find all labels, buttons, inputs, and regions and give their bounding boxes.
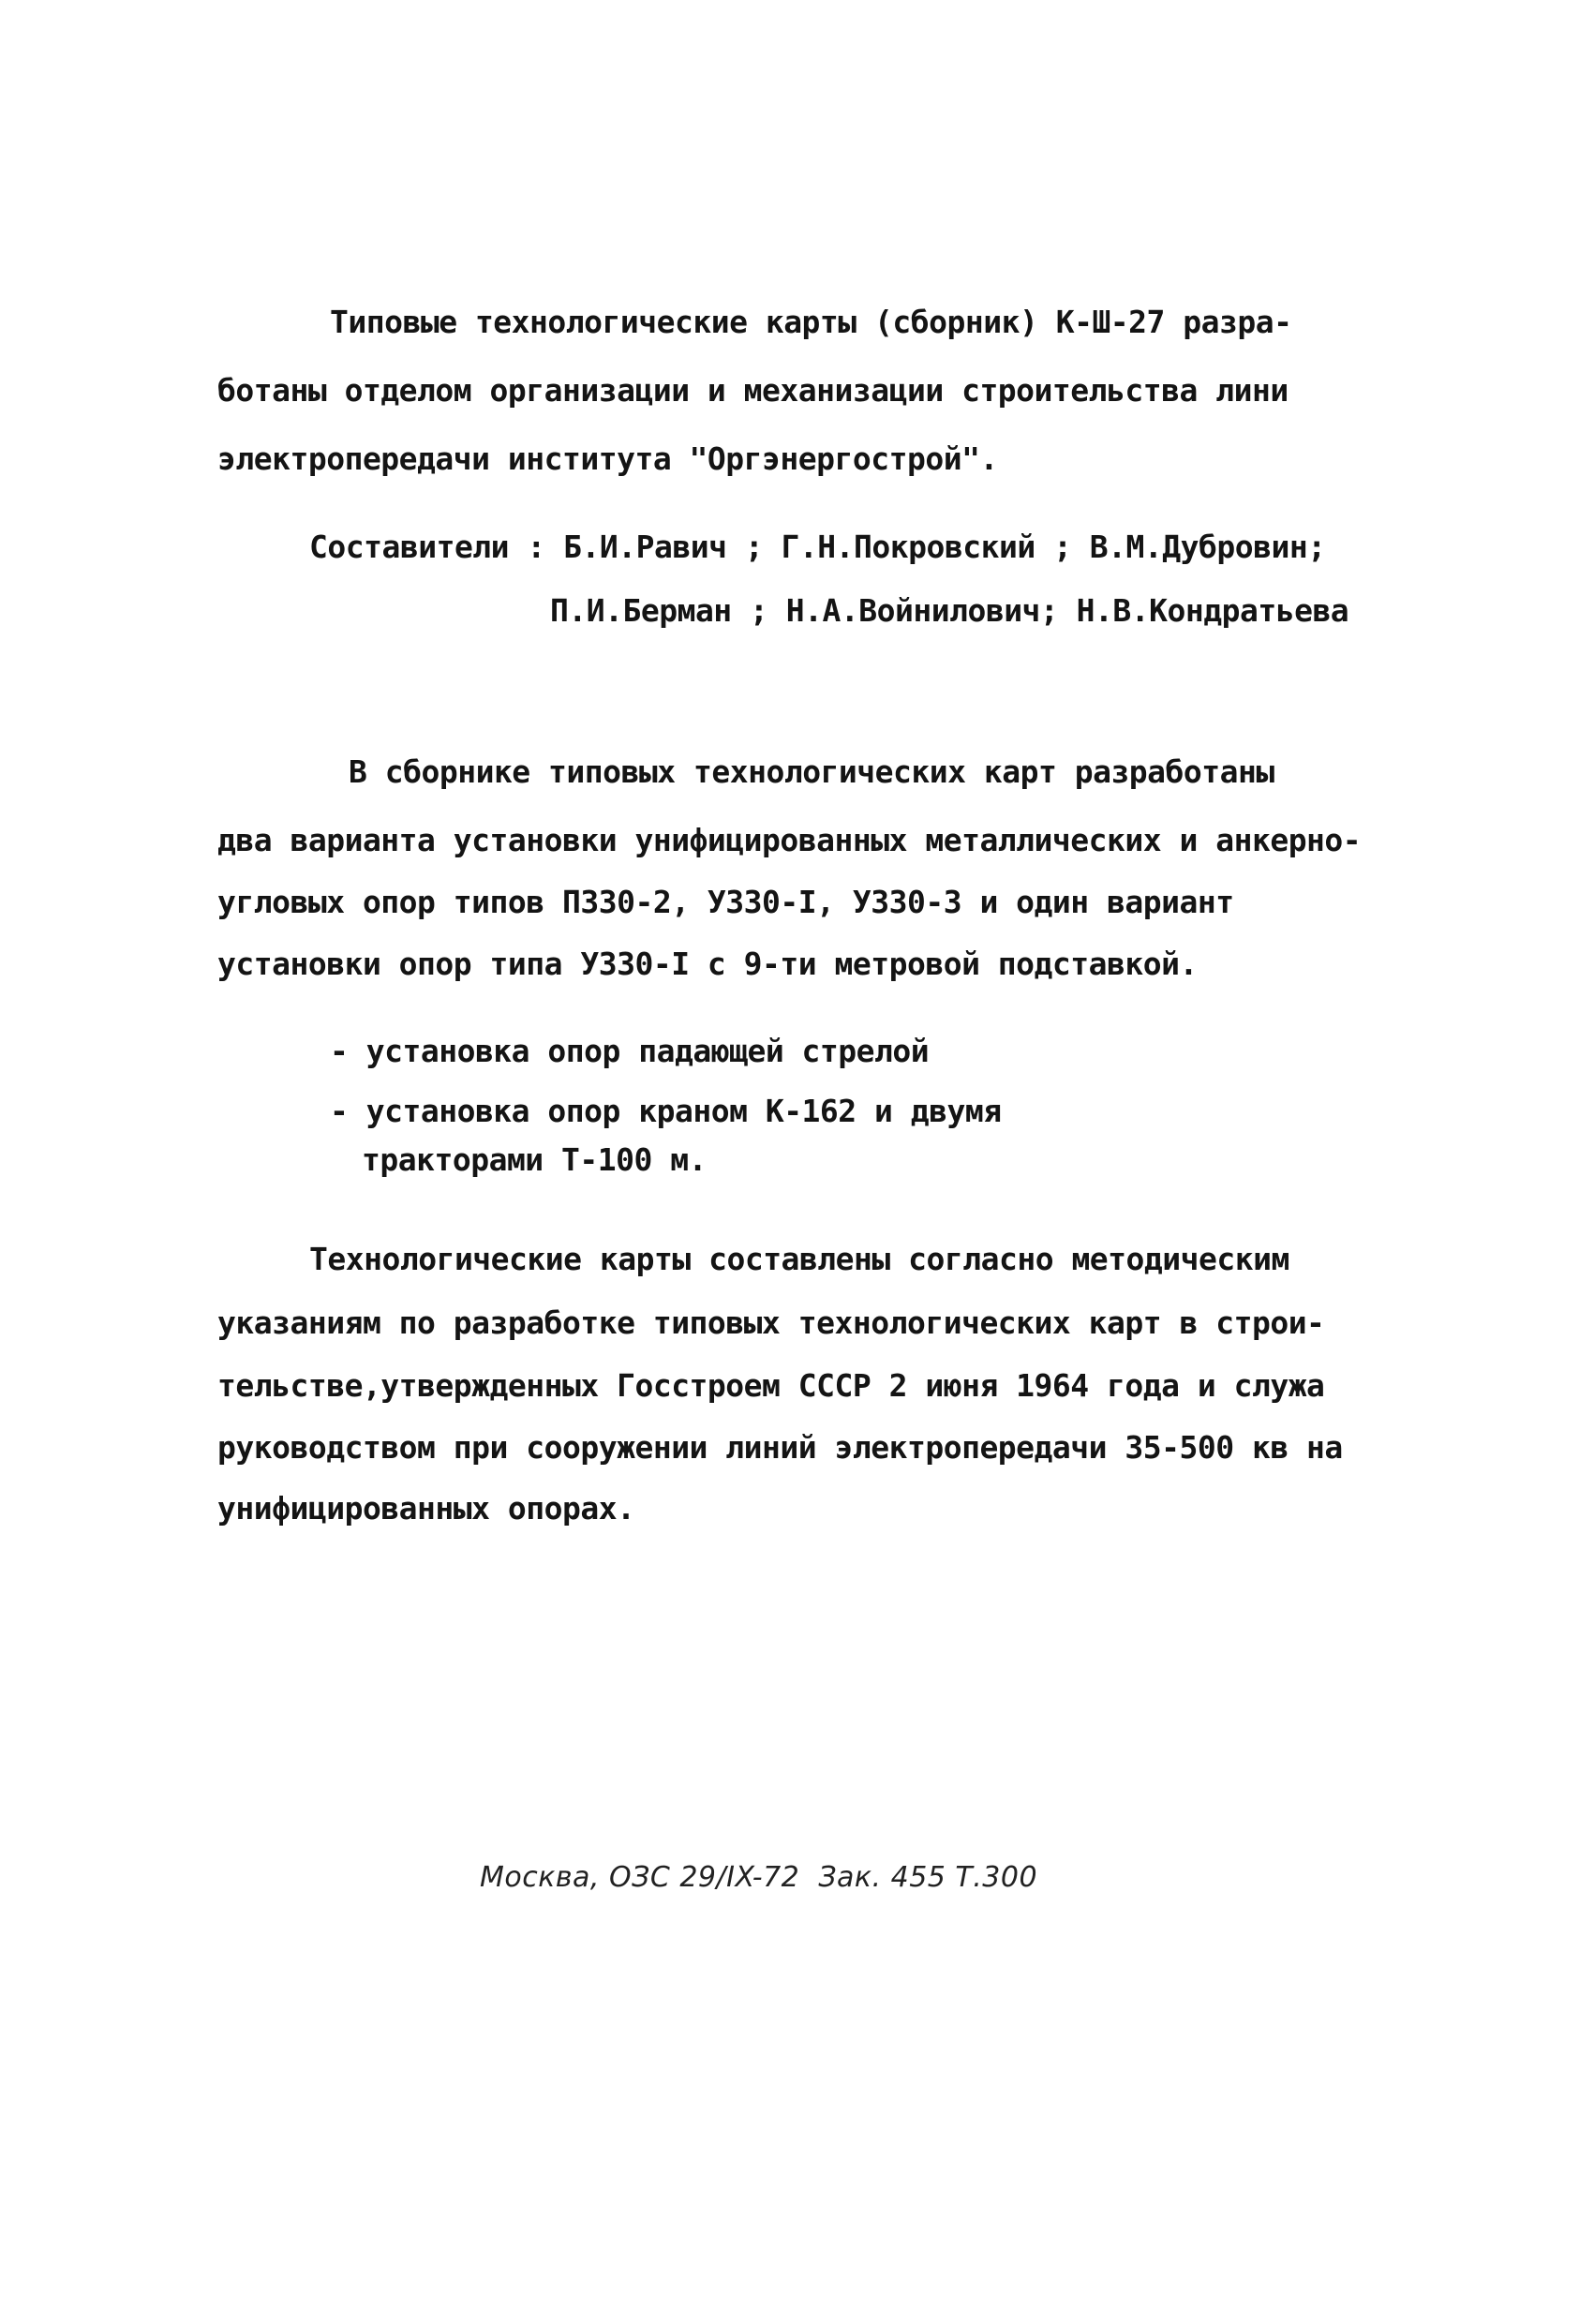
summary-line-4: установки опор типа У330-I с 9-ти метровой подставкой.: [217, 946, 1198, 982]
basis-line-2: указаниям по разработке типовых технологических карт в строи-: [217, 1304, 1325, 1341]
summary-line-3: угловых опор типов П330-2, У330-I, У330-3 и один вариант: [217, 884, 1234, 920]
intro-line-2: ботаны отделом организации и механизации строительства лини: [217, 372, 1289, 409]
basis-line-5: унифицированных опорах.: [217, 1490, 635, 1527]
summary-line-1: В сборнике типовых технологических карт разработаны: [349, 753, 1274, 790]
variant-item-2-line-2: тракторами Т-100 м.: [362, 1141, 707, 1178]
authors-line-2: П.И.Берман ; Н.А.Войнилович; Н.В.Кондратьева: [550, 592, 1349, 629]
print-imprint: Москва, ОЗС 29/IX-72 Зак. 455 Т.300: [480, 1861, 1038, 1894]
variant-item-2-line-1: - установка опор краном К-162 и двумя: [330, 1093, 1002, 1129]
variant-item-1: - установка опор падающей стрелой: [330, 1033, 930, 1069]
basis-line-3: тельстве,утвержденных Госстроем СССР 2 июня 1964 года и служа: [217, 1367, 1325, 1404]
basis-line-1: Технологические карты составлены согласно методическим: [309, 1241, 1289, 1277]
intro-line-1: Типовые технологические карты (сборник) К-Ш-27 разра-: [330, 304, 1292, 340]
basis-line-4: руководством при сооружении линий электропередачи 35-500 кв на: [217, 1429, 1343, 1466]
authors-line-1: Составители : Б.И.Равич ; Г.Н.Покровский ; В.М.Дубровин;: [309, 529, 1326, 565]
summary-line-2: два варианта установки унифицированных металлических и анкерно-: [217, 822, 1362, 858]
intro-line-3: электропередачи института "Оргэнергострой".: [217, 440, 998, 477]
